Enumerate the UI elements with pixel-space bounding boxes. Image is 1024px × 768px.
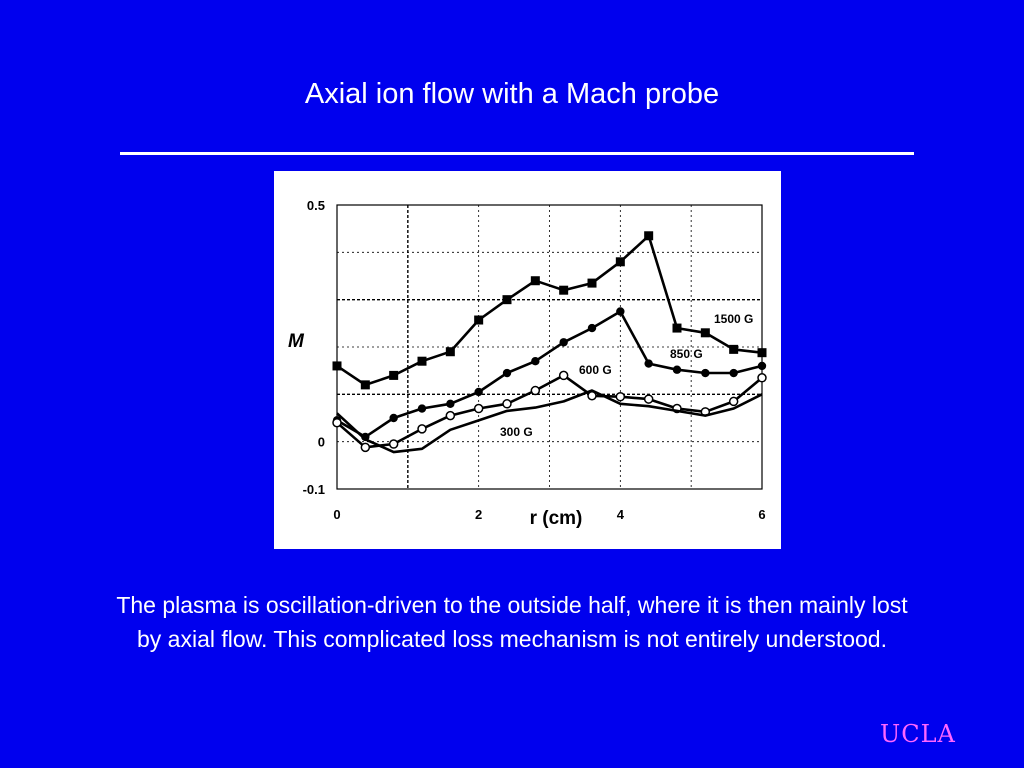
slide-title: Axial ion flow with a Mach probe [304,78,720,110]
data-point-600g [446,412,454,420]
x-tick-label: 2 [475,507,483,522]
data-point-600g [390,440,398,448]
data-point-850g [758,362,766,370]
data-point-1500g [644,231,653,240]
x-axis-label: r (cm) [529,508,583,529]
data-point-1500g [559,286,568,295]
data-point-600g [475,405,483,413]
data-point-850g [559,338,567,346]
x-tick-label: 6 [758,507,766,522]
series-label-1500g: 1500 G [714,312,754,326]
data-point-850g [644,359,652,367]
y-tick-label: -0.1 [302,482,325,497]
data-point-1500g [361,380,370,389]
chart-panel [274,171,781,549]
mach-number-chart [274,171,781,549]
x-tick-label: 4 [616,507,624,522]
data-point-1500g [333,361,342,370]
data-point-850g [503,369,511,377]
data-point-1500g [531,276,540,285]
data-point-1500g [758,348,767,357]
data-point-850g [474,388,482,396]
data-point-1500g [446,347,455,356]
data-point-1500g [503,295,512,304]
series-label-850g: 850 G [670,347,703,361]
data-point-850g [418,404,426,412]
title-divider [120,152,914,155]
data-point-1500g [616,257,625,266]
data-point-600g [730,397,738,405]
y-tick-label: 0 [317,434,325,450]
slide-caption: The plasma is oscillation-driven to the outside half, where it is then mainly lost by axial flow. This complicated loss mechanism is not entirely understood. [116,592,908,652]
data-point-1500g [729,345,738,354]
data-point-850g [673,366,681,374]
series-label-300g: 300 G [500,425,533,439]
y-axis-label: M [288,331,304,352]
data-point-850g [531,357,539,365]
data-point-1500g [673,324,682,333]
data-point-850g [616,307,624,315]
data-point-1500g [389,371,398,380]
data-point-600g [418,425,426,433]
data-point-600g [361,443,369,451]
ucla-logo: UCLA [880,720,956,748]
x-tick-label: 0 [333,507,341,522]
data-point-1500g [588,279,597,288]
data-point-600g [560,371,568,379]
data-point-850g [446,400,454,408]
data-point-850g [729,369,737,377]
data-point-1500g [418,357,427,366]
data-point-600g [758,374,766,382]
data-point-850g [389,414,397,422]
data-point-850g [701,369,709,377]
data-point-600g [616,393,624,401]
y-tick-label: 0.5 [306,198,325,213]
data-point-600g [645,395,653,403]
series-label-600g: 600 G [579,363,612,377]
data-point-600g [531,387,539,395]
data-point-1500g [474,316,483,325]
data-point-600g [503,400,511,408]
data-point-600g [333,419,341,427]
data-point-1500g [701,328,710,337]
data-point-850g [588,324,596,332]
